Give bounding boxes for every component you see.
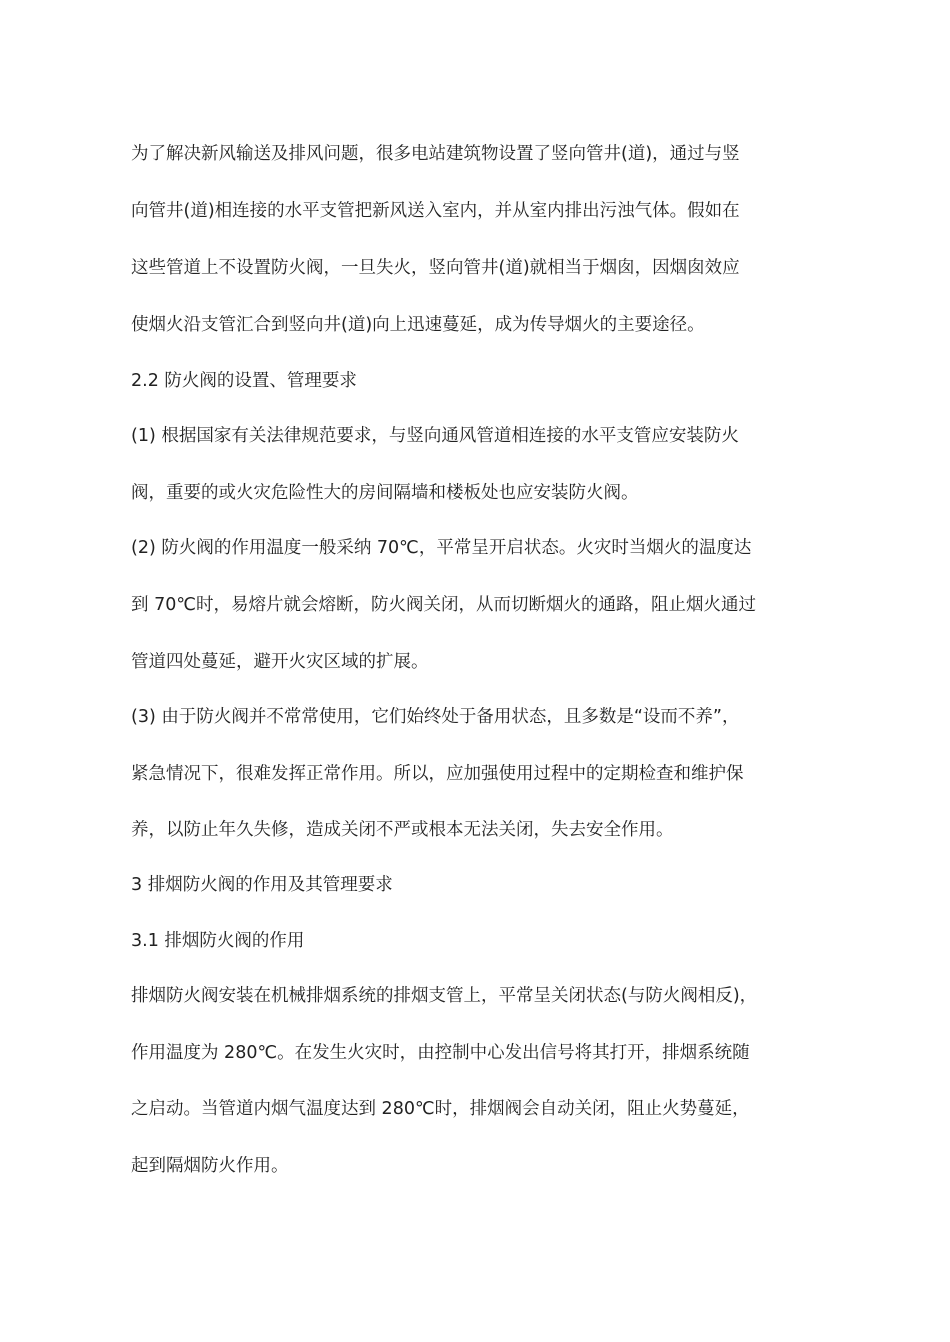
list-item-2-line: (2) 防火阀的作用温度一般采纳 70℃，平常呈开启状态。火灾时当烟火的温度达 [131, 538, 752, 558]
paragraph-line: 起到隔烟防火作用。 [131, 1156, 289, 1176]
paragraph-line: 作用温度为 280℃。在发生火灾时，由控制中心发出信号将其打开，排烟系统随 [131, 1043, 750, 1063]
paragraph-line: 之启动。当管道内烟气温度达到 280℃时，排烟阀会自动关闭，阻止火势蔓延， [131, 1099, 750, 1119]
paragraph-line: 这些管道上不设置防火阀，一旦失火，竖向管井(道)就相当于烟囱，因烟囱效应 [131, 258, 740, 278]
list-item-3-line: 紧急情况下，很难发挥正常作用。所以，应加强使用过程中的定期检查和维护保 [131, 764, 744, 784]
list-item-3-line: (3) 由于防火阀并不常常使用，它们始终处于备用状态，且多数是“设而不养”， [131, 707, 740, 727]
section-heading-2-2: 2.2 防火阀的设置、管理要求 [131, 371, 357, 391]
paragraph-line: 为了解决新风输送及排风问题，很多电站建筑物设置了竖向管井(道)，通过与竖 [131, 144, 740, 164]
paragraph-line: 排烟防火阀安装在机械排烟系统的排烟支管上，平常呈关闭状态(与防火阀相反)， [131, 986, 758, 1006]
list-item-1-line: (1) 根据国家有关法律规范要求，与竖向通风管道相连接的水平支管应安装防火 [131, 426, 739, 446]
paragraph-line: 向管井(道)相连接的水平支管把新风送入室内，并从室内排出污浊气体。假如在 [131, 201, 740, 221]
list-item-1-line: 阀，重要的或火灾危险性大的房间隔墙和楼板处也应安装防火阀。 [131, 483, 639, 503]
list-item-2-line: 管道四处蔓延，避开火灾区域的扩展。 [131, 652, 429, 672]
list-item-3-line: 养，以防止年久失修，造成关闭不严或根本无法关闭，失去安全作用。 [131, 820, 674, 840]
section-heading-3-1: 3.1 排烟防火阀的作用 [131, 931, 305, 951]
paragraph-line: 使烟火沿支管汇合到竖向井(道)向上迅速蔓延，成为传导烟火的主要途径。 [131, 315, 705, 335]
list-item-2-line: 到 70℃时，易熔片就会熔断，防火阀关闭，从而切断烟火的通路，阻止烟火通过 [131, 595, 756, 615]
section-heading-3: 3 排烟防火阀的作用及其管理要求 [131, 875, 393, 895]
